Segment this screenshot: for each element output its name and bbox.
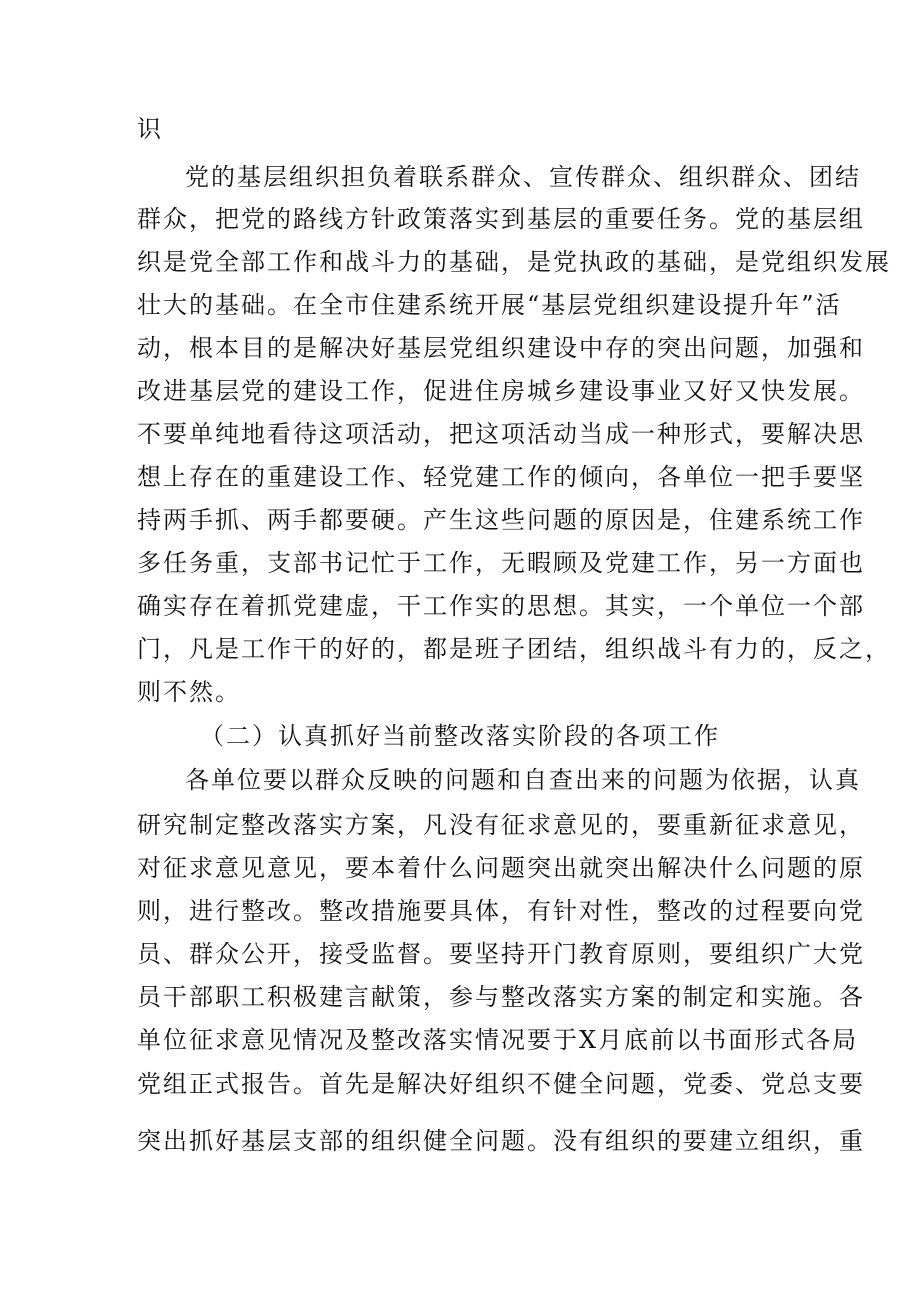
paragraph-start-line: 各单位要以群众反映的问题和自查出来的问题为依据，认真: [185, 766, 861, 794]
text-line: 单位征求意见情况及整改落实情况要于X月底前以书面形式各局: [137, 1026, 859, 1054]
paragraph-start-line: 党的基层组织担负着联系群众、宣传群众、组织群众、团结: [185, 163, 861, 191]
text-line: 对征求意见意见，要本着什么问题突出就突出解决什么问题的原: [137, 854, 865, 882]
text-line: 确实存在着抓党建虚，干工作实的思想。其实，一个单位一个部: [137, 592, 865, 620]
text-line: 织是党全部工作和战斗力的基础，是党执政的基础，是党组织发展: [137, 248, 891, 276]
text-line: 突出抓好基层支部的组织健全问题。没有组织的要建立组织，重: [137, 1127, 865, 1155]
text-line: 想上存在的重建设工作、轻党建工作的倾向，各单位一把手要坚: [137, 463, 865, 491]
text-line: 识: [137, 115, 163, 143]
text-line: 门，凡是工作干的好的，都是班子团结，组织战斗有力的，反之，: [137, 635, 891, 663]
text-line: 持两手抓、两手都要硬。产生这些问题的原因是，住建系统工作: [137, 506, 865, 534]
section-heading: （二）认真抓好当前整改落实阶段的各项工作: [200, 722, 720, 750]
text-line: 不要单纯地看待这项活动，把这项活动当成一种形式，要解决思: [137, 420, 865, 448]
text-line: 壮大的基础。在全市住建系统开展“基层党组织建设提升年”活: [137, 291, 842, 319]
text-line: 多任务重，支部书记忙于工作，无暇顾及党建工作，另一方面也: [137, 549, 865, 577]
text-line: 员、群众公开，接受监督。要坚持开门教育原则，要组织广大党: [137, 940, 865, 968]
text-line: 党组正式报告。首先是解决好组织不健全问题，党委、党总支要: [137, 1070, 865, 1098]
text-line: 则，进行整改。整改措施要具体，有针对性，整改的过程要向党: [137, 897, 865, 925]
text-line: 群众，把党的路线方针政策落实到基层的重要任务。党的基层组: [137, 205, 865, 233]
text-line: 则不然。: [137, 678, 241, 706]
text-line: 员干部职工积极建言献策，参与整改落实方案的制定和实施。各: [137, 983, 865, 1011]
text-line: 研究制定整改落实方案，凡没有征求意见的，要重新征求意见，: [137, 811, 865, 839]
text-line: 动，根本目的是解决好基层党组织建设中存的突出问题，加强和: [137, 334, 865, 362]
text-line: 改进基层党的建设工作，促进住房城乡建设事业又好又快发展。: [137, 377, 865, 405]
